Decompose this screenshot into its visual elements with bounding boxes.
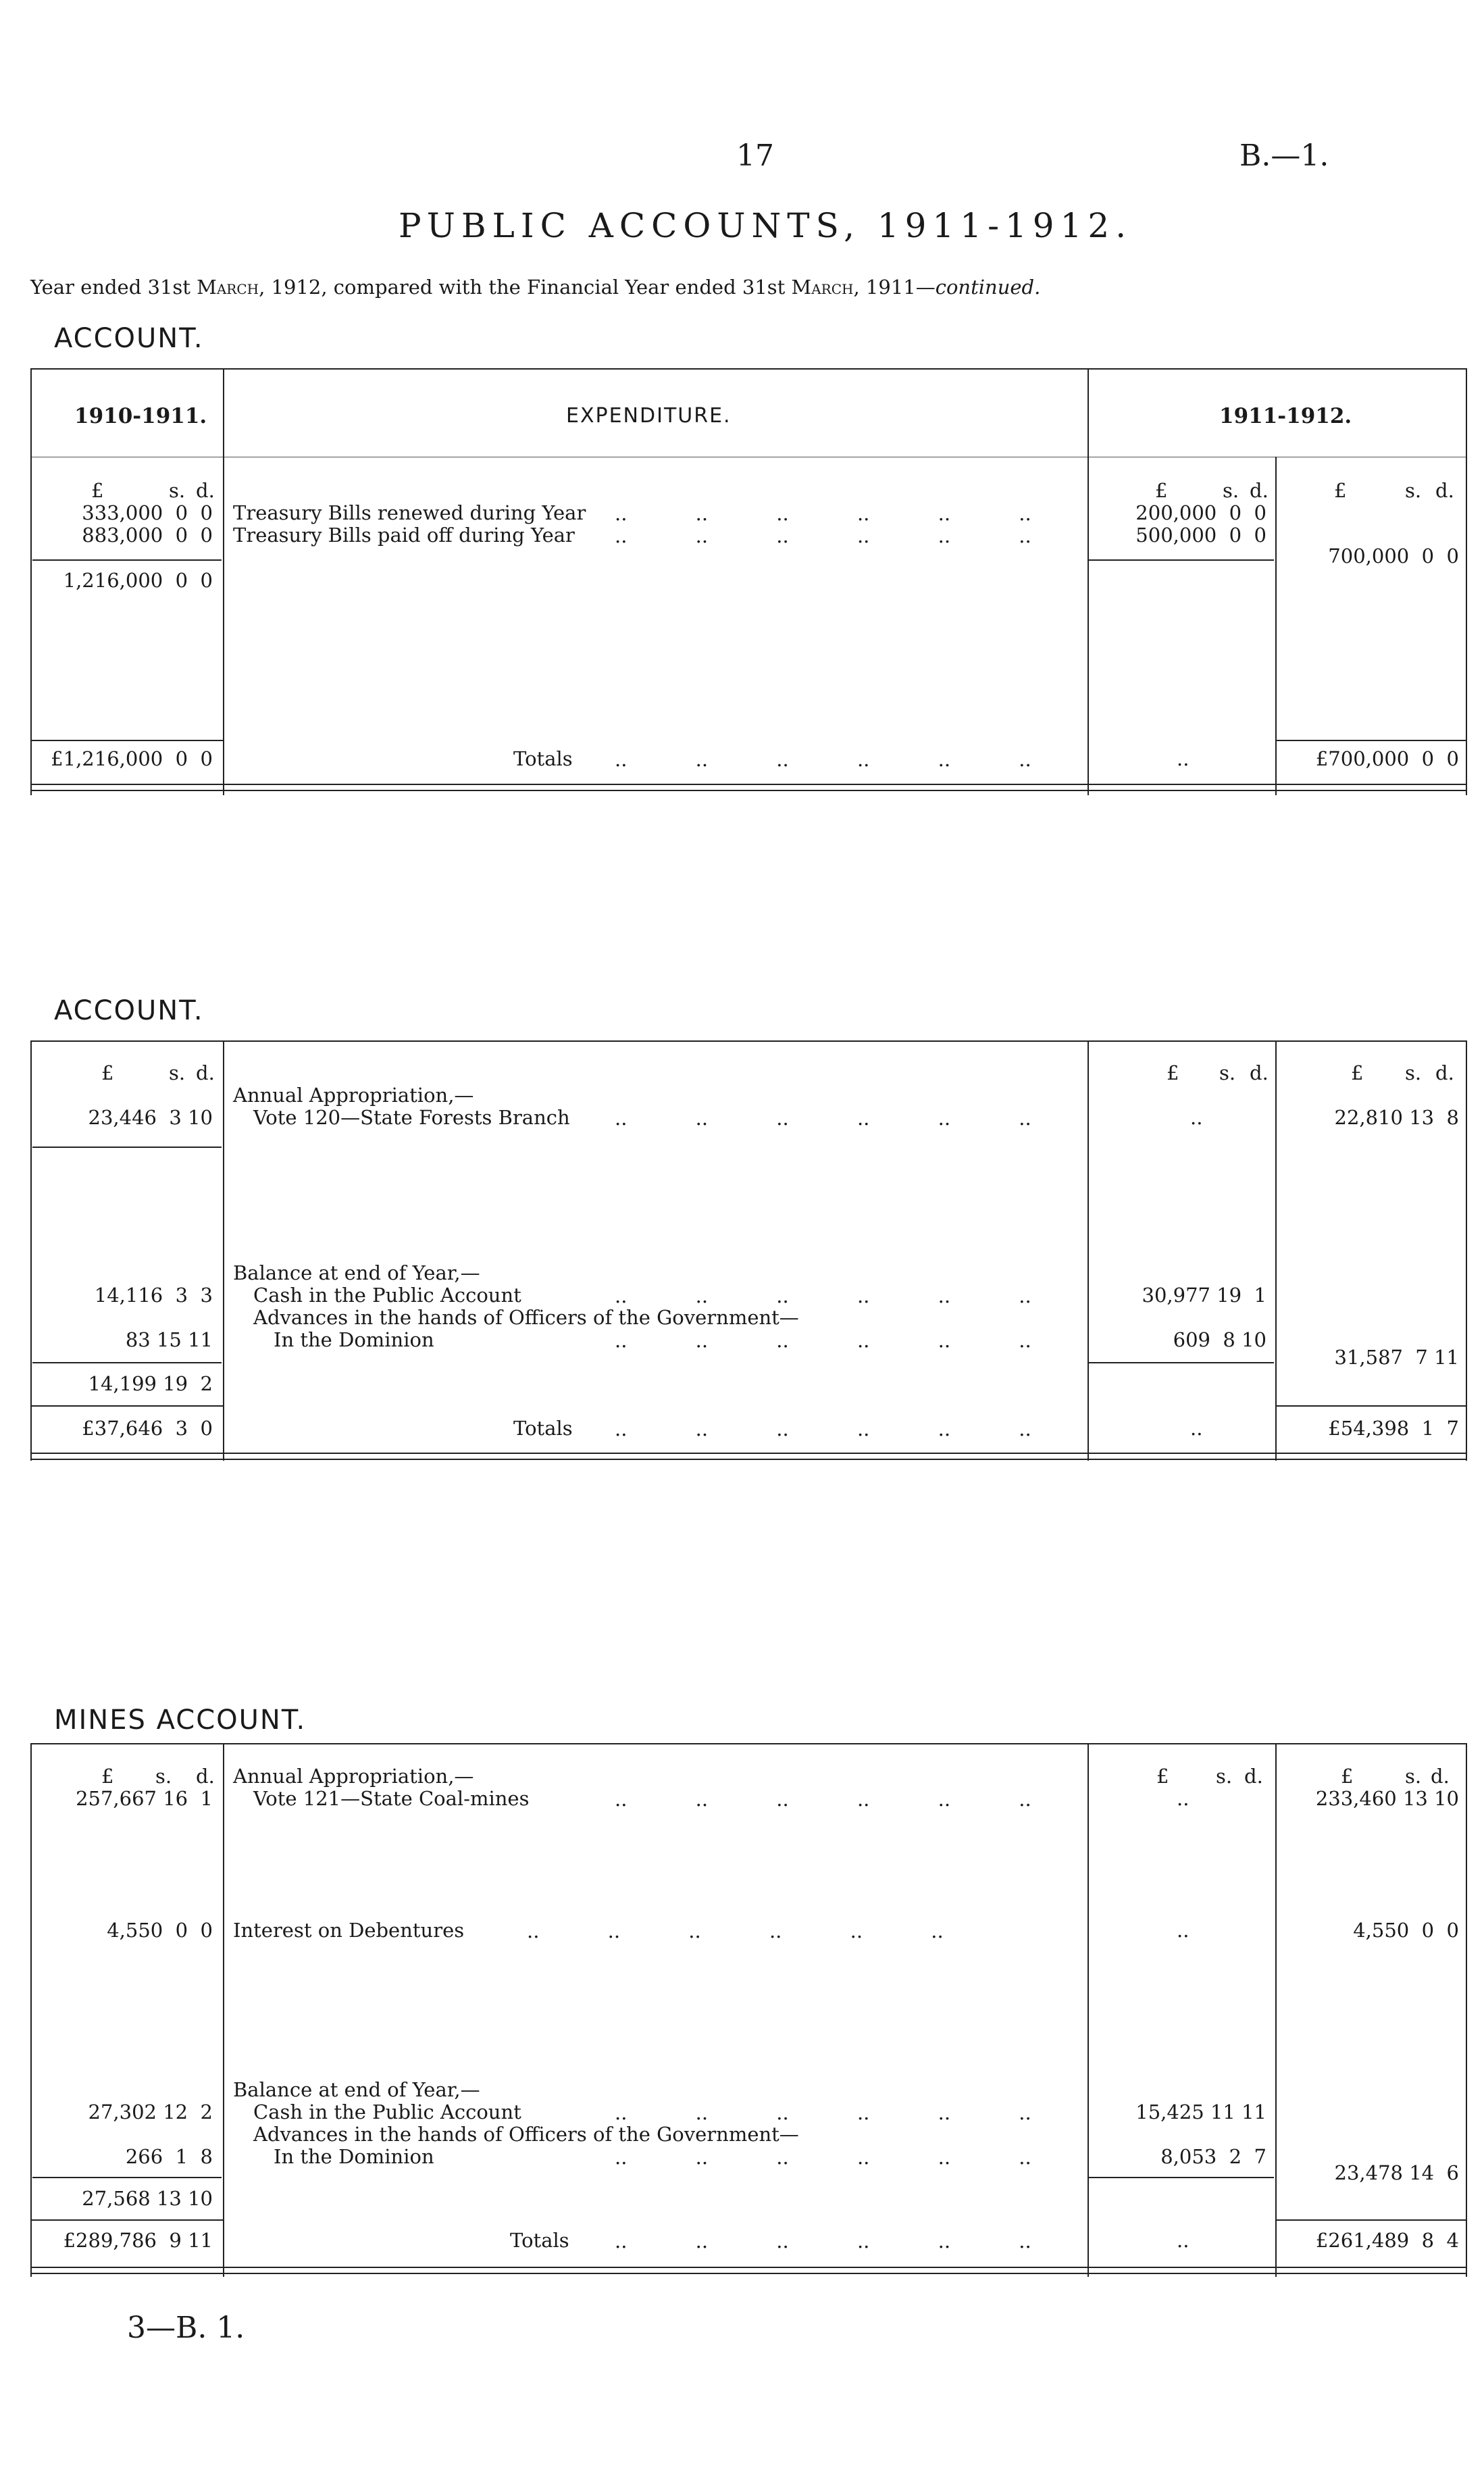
table-row-description: Treasury Bills paid off during Year	[233, 524, 575, 547]
double-rule	[30, 784, 1466, 791]
double-rule	[30, 1453, 1466, 1460]
column-divider	[223, 1743, 224, 2277]
advances-label: Advances in the hands of Officers of the Government—	[253, 1306, 799, 1329]
curr-total-value: 700,000 0 0	[1328, 545, 1459, 568]
pound-heading: £	[1156, 1765, 1169, 1788]
column-divider	[1088, 368, 1089, 795]
cash-description: Cash in the Public Account	[253, 2100, 521, 2123]
cash-prev: 14,116 3 3	[94, 1284, 213, 1307]
page-subtitle	[30, 276, 1040, 299]
double-rule	[30, 2267, 1466, 2274]
vote-description: Vote 121—State Coal-mines	[253, 1787, 530, 1810]
subtotal-rule	[1089, 2177, 1274, 2178]
dominion-sub: 609 8 10	[1173, 1328, 1266, 1351]
prev-subtotal: 27,568 13 10	[82, 2187, 213, 2210]
column-header-expenditure: EXPENDITURE.	[566, 404, 732, 428]
column-divider	[1088, 1743, 1089, 2277]
column-header-1911-1912: 1911-1912.	[1219, 404, 1352, 428]
leader-dots: .. .. .. .. .. ..	[615, 1284, 1031, 1307]
totals-rule	[30, 1405, 224, 1407]
shillings-heading: s.	[1223, 479, 1239, 502]
footer-signature: 3—B. 1.	[127, 2311, 245, 2345]
table-border	[30, 368, 32, 795]
shillings-heading: s.	[1216, 1765, 1233, 1788]
subtitle-month: March	[791, 276, 854, 299]
interest-sub: ..	[1177, 1919, 1189, 1942]
shillings-heading: s.	[1219, 1061, 1236, 1084]
section-title: ACCOUNT.	[54, 995, 204, 1026]
appropriation-label: Annual Appropriation,—	[233, 1765, 474, 1788]
table-row-sub-value: 500,000 0 0	[1135, 524, 1266, 547]
prev-subtotal: 1,216,000 0 0	[63, 569, 213, 592]
column-divider	[223, 368, 224, 795]
table-border	[30, 1743, 1466, 1744]
shillings-heading: s.	[1405, 479, 1422, 502]
dominion-description: In the Dominion	[274, 1328, 434, 1351]
totals-prev: £37,646 3 0	[82, 1417, 213, 1440]
totals-label: Totals	[513, 747, 573, 770]
totals-rule	[30, 740, 224, 741]
page-title: PUBLIC ACCOUNTS, 1911-1912.	[399, 206, 1133, 245]
balance-label: Balance at end of Year,—	[233, 1261, 480, 1284]
dominion-sub: 8,053 2 7	[1160, 2145, 1266, 2168]
cash-sub: 15,425 11 11	[1135, 2100, 1266, 2123]
pound-heading: £	[91, 479, 104, 502]
leader-dots: .. .. .. .. .. ..	[615, 2230, 1031, 2253]
table-border	[30, 368, 1466, 370]
shillings-heading: s.	[169, 479, 186, 502]
table-border	[1466, 368, 1467, 795]
subtotal-rule	[32, 2177, 222, 2178]
totals-sub: ..	[1190, 1417, 1203, 1440]
shillings-heading: s.	[169, 1061, 186, 1084]
interest-curr: 4,550 0 0	[1353, 1919, 1459, 1942]
totals-sub: ..	[1177, 2229, 1189, 2252]
pence-heading: d.	[1435, 1061, 1454, 1084]
pence-heading: d.	[196, 1061, 215, 1084]
totals-prev: £289,786 9 11	[63, 2229, 213, 2252]
subtitle-text: Year ended 31st	[30, 276, 197, 299]
table-row-sub-value: 200,000 0 0	[1135, 501, 1266, 524]
pound-heading: £	[1167, 1061, 1179, 1084]
prev-subtotal: 14,199 19 2	[88, 1372, 213, 1395]
subtitle-text: , 1911—	[853, 276, 936, 299]
leader-dots: .. .. .. .. .. ..	[615, 1329, 1031, 1352]
cash-sub: 30,977 19 1	[1142, 1284, 1266, 1307]
dominion-description: In the Dominion	[274, 2145, 434, 2168]
pound-heading: £	[1341, 1765, 1354, 1788]
advances-label: Advances in the hands of Officers of the Government—	[253, 2123, 799, 2146]
pence-heading: d.	[1435, 479, 1454, 502]
pound-heading: £	[101, 1765, 114, 1788]
totals-curr: £54,398 1 7	[1328, 1417, 1459, 1440]
balance-curr: 31,587 7 11	[1334, 1346, 1459, 1369]
subtitle-month: March	[197, 276, 259, 299]
subtotal-rule	[32, 559, 222, 561]
leader-dots: .. .. .. .. .. ..	[615, 2101, 1031, 2124]
column-divider	[1088, 1040, 1089, 1461]
column-header-1910-1911: 1910-1911.	[74, 404, 207, 428]
leader-dots: .. .. .. .. .. ..	[615, 1417, 1031, 1440]
leader-dots: .. .. .. .. .. ..	[527, 1919, 944, 1942]
cash-prev: 27,302 12 2	[88, 2100, 213, 2123]
pound-heading: £	[1155, 479, 1168, 502]
dominion-prev: 83 15 11	[125, 1328, 213, 1351]
document-reference: B.—1.	[1239, 139, 1329, 173]
table-row-prev-value: 333,000 0 0	[82, 501, 213, 524]
totals-label: Totals	[510, 2229, 569, 2252]
subtitle-text: , 1912, compared with the Financial Year ended 31st	[259, 276, 792, 299]
section-title: ACCOUNT.	[54, 323, 204, 354]
section-rule	[32, 1147, 222, 1148]
subtotal-rule	[1089, 559, 1274, 561]
table-border	[30, 1743, 32, 2277]
totals-rule	[1275, 740, 1466, 741]
pound-heading: £	[1334, 479, 1347, 502]
leader-dots: .. .. .. .. .. ..	[615, 1788, 1031, 1811]
column-divider	[223, 1040, 224, 1461]
leader-dots: .. .. .. .. .. ..	[615, 2146, 1031, 2169]
subtotal-rule	[32, 1362, 222, 1363]
pound-heading: £	[101, 1061, 114, 1084]
table-border	[30, 1040, 32, 1461]
vote-sub: ..	[1177, 1787, 1189, 1810]
pence-heading: d.	[196, 479, 215, 502]
cash-description: Cash in the Public Account	[253, 1284, 521, 1307]
leader-dots: .. .. .. .. .. ..	[615, 1107, 1031, 1130]
interest-description: Interest on Debentures	[233, 1919, 465, 1942]
vote-prev: 23,446 3 10	[88, 1106, 213, 1129]
table-border	[1466, 1040, 1467, 1461]
totals-sub: ..	[1177, 747, 1189, 770]
pence-heading: d.	[1250, 1061, 1269, 1084]
subtotal-rule	[1089, 1362, 1274, 1363]
column-divider	[1275, 1743, 1277, 2277]
table-row-prev-value: 883,000 0 0	[82, 524, 213, 547]
totals-rule	[1275, 1405, 1466, 1407]
leader-dots: .. .. .. .. .. ..	[615, 524, 1031, 547]
section-title: MINES ACCOUNT.	[54, 1705, 307, 1736]
table-row-description: Treasury Bills renewed during Year	[233, 501, 586, 524]
pence-heading: d.	[1250, 479, 1269, 502]
column-divider	[1275, 1040, 1277, 1461]
leader-dots: .. .. .. .. .. ..	[615, 502, 1031, 525]
page-number: 17	[736, 139, 774, 173]
dominion-prev: 266 1 8	[125, 2145, 213, 2168]
totals-rule	[30, 2219, 224, 2221]
balance-label: Balance at end of Year,—	[233, 2078, 480, 2101]
vote-sub: ..	[1190, 1106, 1203, 1129]
table-border	[30, 1040, 1466, 1042]
interest-prev: 4,550 0 0	[107, 1919, 213, 1942]
vote-description: Vote 120—State Forests Branch	[253, 1106, 570, 1129]
pound-heading: £	[1351, 1061, 1364, 1084]
totals-rule	[1275, 2219, 1466, 2221]
totals-curr: £261,489 8 4	[1315, 2229, 1459, 2252]
subtitle-continued: continued.	[935, 276, 1041, 299]
totals-label: Totals	[513, 1417, 573, 1440]
pence-heading: d.	[1244, 1765, 1263, 1788]
balance-curr: 23,478 14 6	[1334, 2161, 1459, 2184]
shillings-heading: s.	[155, 1765, 172, 1788]
pence-heading: d.	[196, 1765, 215, 1788]
shillings-heading: s.	[1405, 1061, 1422, 1084]
vote-curr: 22,810 13 8	[1334, 1106, 1459, 1129]
shillings-heading: s.	[1405, 1765, 1422, 1788]
table-border	[1466, 1743, 1467, 2277]
totals-prev: £1,216,000 0 0	[51, 747, 213, 770]
pence-heading: d.	[1431, 1765, 1450, 1788]
leader-dots: .. .. .. .. .. ..	[615, 748, 1031, 771]
totals-curr: £700,000 0 0	[1315, 747, 1459, 770]
vote-prev: 257,667 16 1	[76, 1787, 213, 1810]
vote-curr: 233,460 13 10	[1315, 1787, 1459, 1810]
column-divider	[1275, 457, 1277, 795]
appropriation-label: Annual Appropriation,—	[233, 1084, 474, 1107]
